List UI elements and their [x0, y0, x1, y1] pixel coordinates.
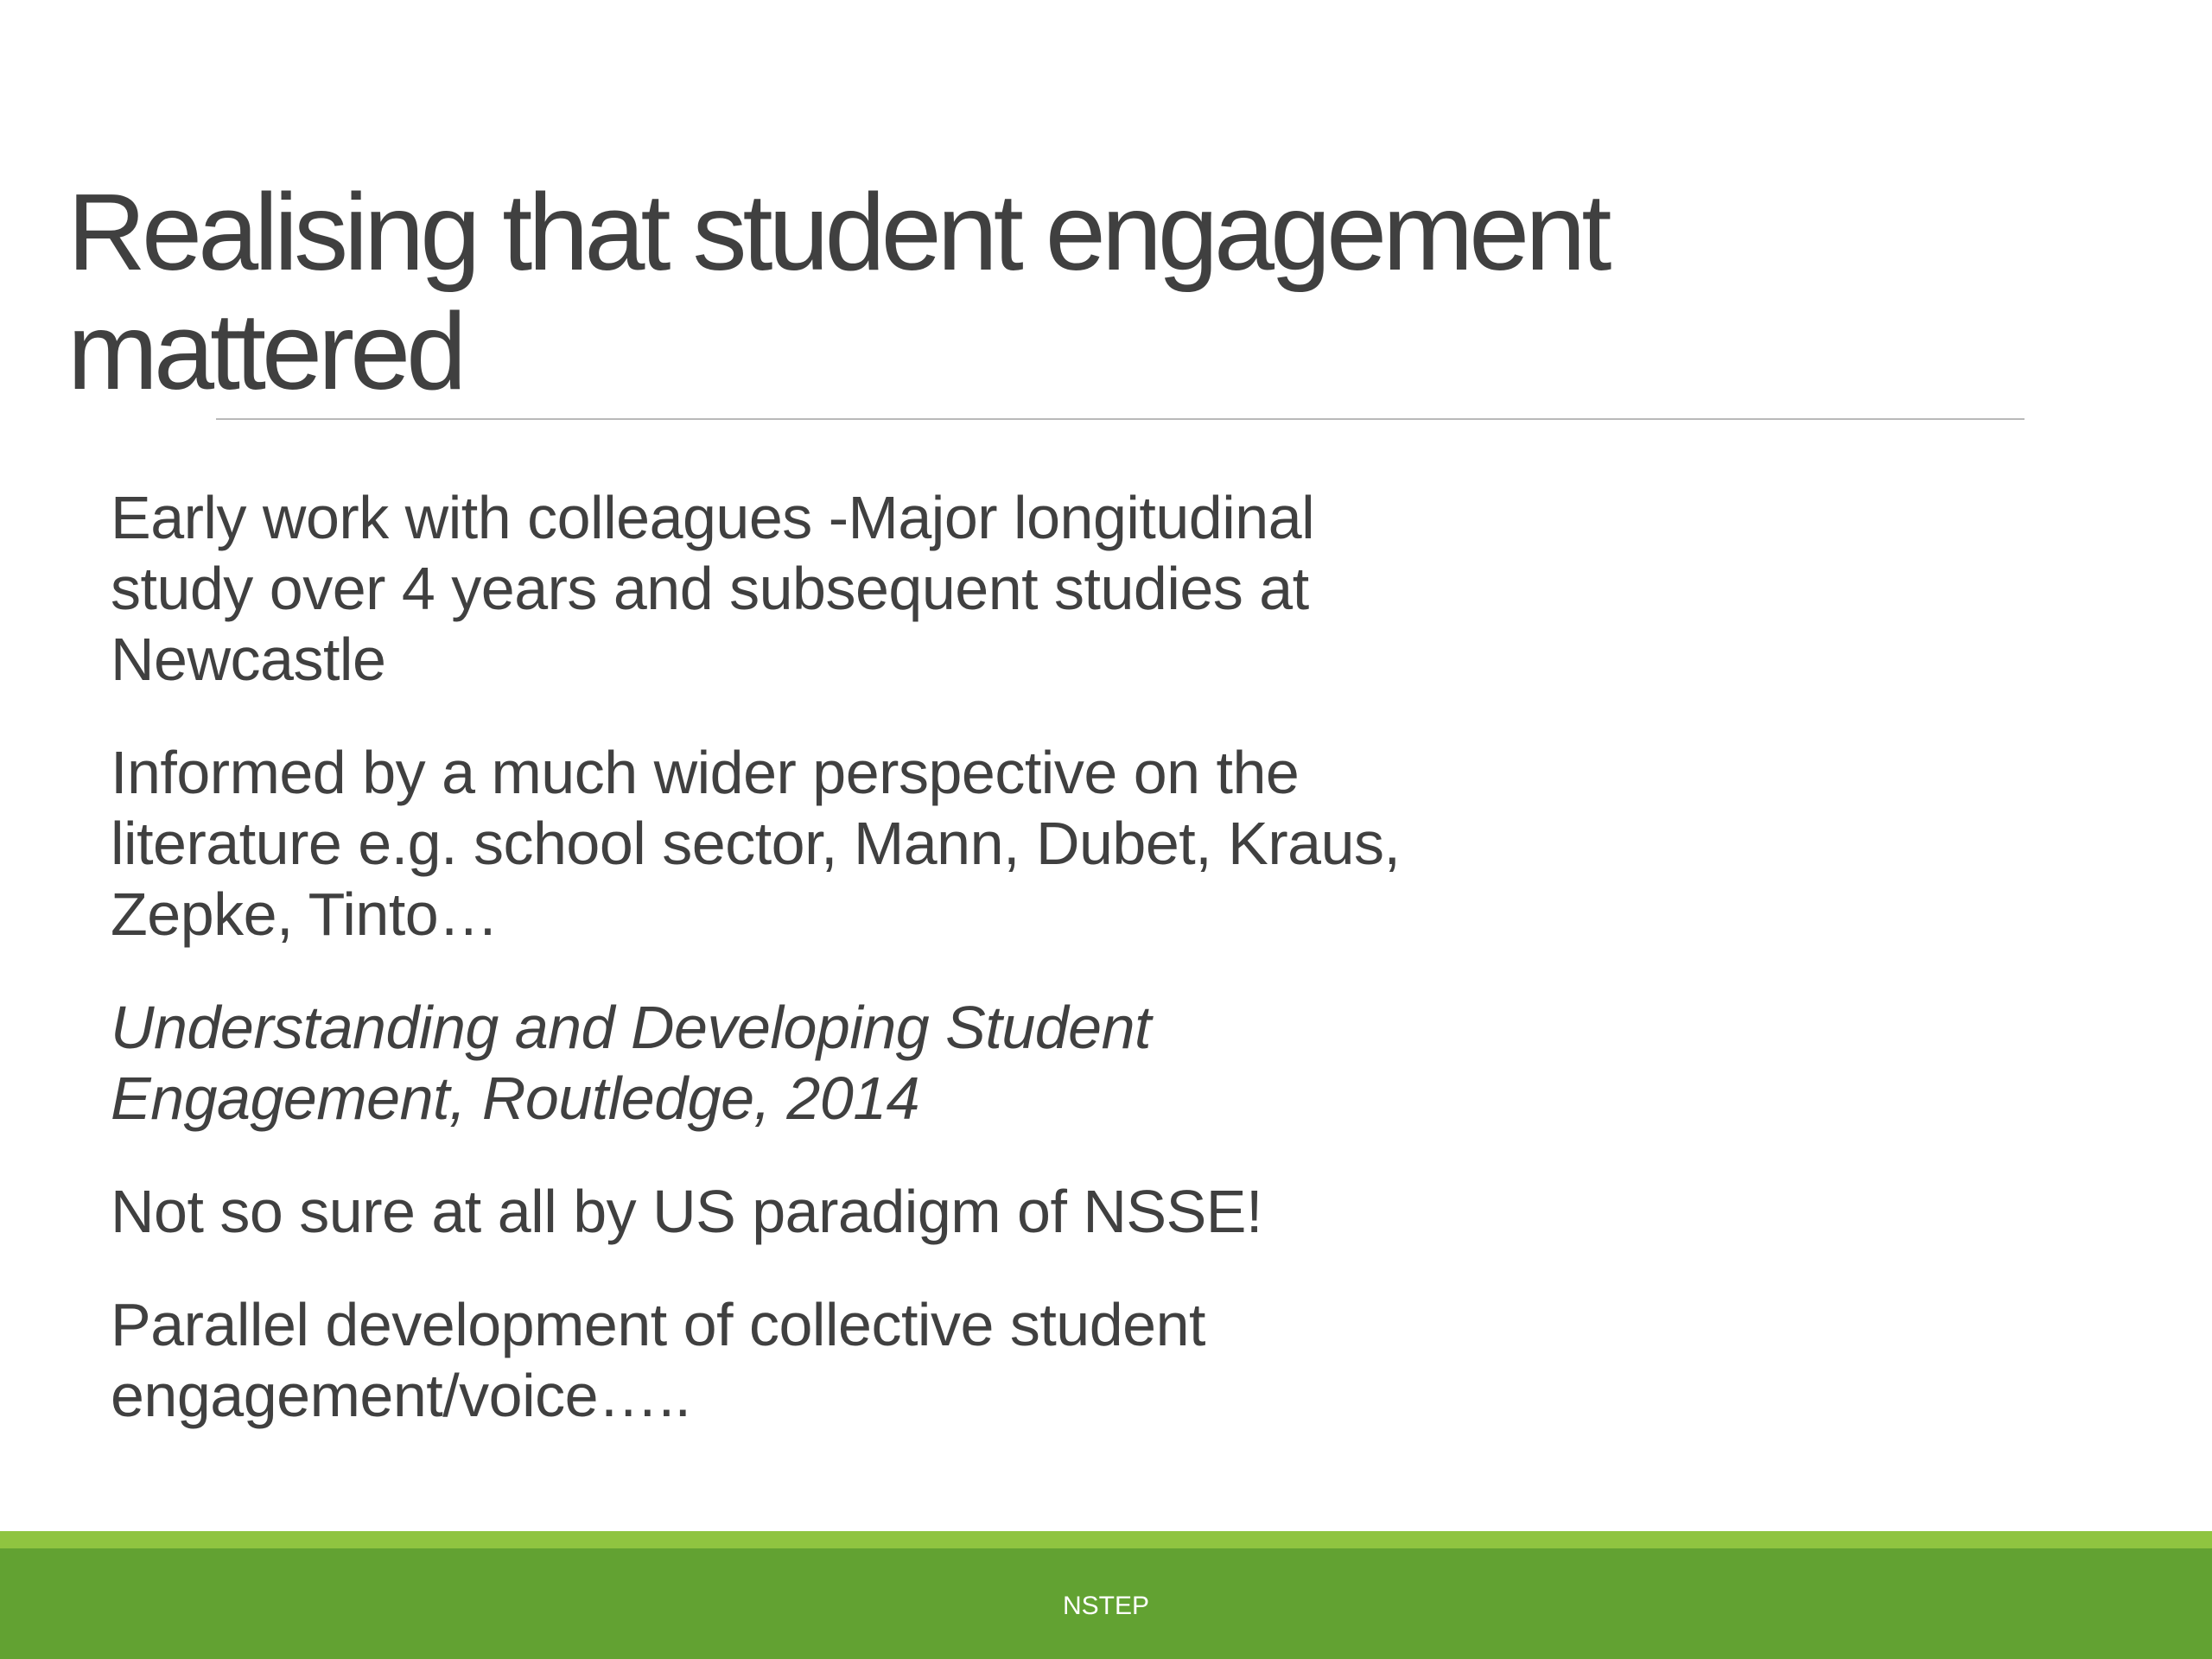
paragraph-literature: [111, 737, 1666, 950]
paragraph-line: Newcastle: [111, 626, 386, 693]
footer-label: NSTEP: [1062, 1592, 1150, 1620]
paragraph-collective-engagement: [111, 1289, 1666, 1431]
paragraph-line: Understanding and Developing Student: [111, 994, 1151, 1061]
paragraph-line: Early work with colleagues -Major longitudinal: [111, 484, 1315, 551]
title-divider: [216, 418, 2024, 420]
paragraph-early-work: [111, 482, 1666, 695]
paragraph-line: Zepke, Tinto…: [111, 880, 499, 948]
title-line-2: mattered: [67, 290, 463, 412]
paragraph-line: Informed by a much wider perspective on the: [111, 739, 1300, 806]
title-line-1: Realising that student engagement: [67, 171, 1608, 293]
paragraph-line: Not so sure at all by US paradigm of NSSE!: [111, 1178, 1262, 1245]
paragraph-line: engagement/voice…..: [111, 1362, 691, 1429]
paragraph-line: study over 4 years and subsequent studies at: [111, 555, 1309, 622]
paragraph-nsse: [111, 1176, 1666, 1247]
footer-accent-stripe: [0, 1531, 2212, 1548]
paragraph-book-reference: [111, 992, 1666, 1134]
paragraph-line: literature e.g. school sector, Mann, Dubet, Kraus,: [111, 810, 1401, 877]
slide-body: [111, 482, 1666, 1473]
paragraph-line: Parallel development of collective student: [111, 1291, 1205, 1358]
paragraph-line: Engagement, Routledge, 2014: [111, 1065, 920, 1132]
slide-title: [67, 173, 1968, 411]
